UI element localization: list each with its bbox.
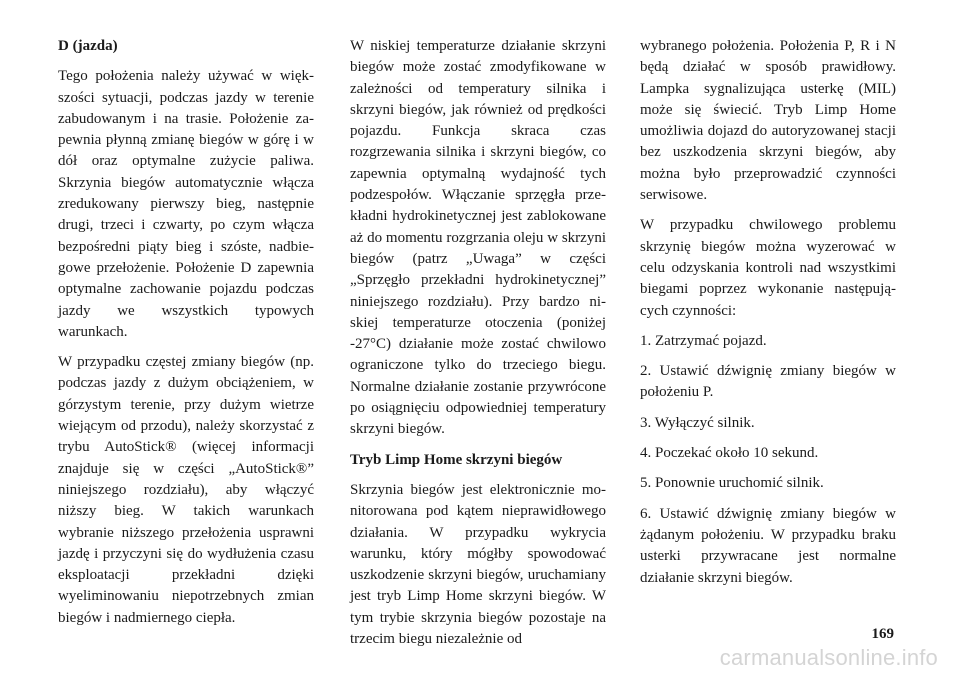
text-column-1 xyxy=(58,36,314,638)
list-item-step-5: 5. Ponownie uruchomić silnik. xyxy=(640,475,824,492)
paragraph-limp-home-continued: wybranego położenia. Położenia P, R i N będą działać w sposób prawidłowy. Lampka sygnalizująca usterkę (MIL) może się świecić. Tryb Limp Home umożliwia dojazd do autoryzowanej stacji bez uszkodzenia skrzyni biegów, aby można było przeprowadzić czynności serwisowe. xyxy=(640,38,896,204)
text-column-3 xyxy=(640,36,896,598)
list-item-step-6: 6. Ustawić dźwignię zmiany biegów w żądanym położeniu. W przypadku braku usterki przywracane jest normalne działanie skrzyni biegów. xyxy=(640,505,896,586)
paragraph-autostick: W przypadku częstej zmiany biegów (np. podczas jazdy z dużym obciążeniem, w górzystym terenie, przy dużym wietrze wiejącym od przodu), należy skorzystać z trybu AutoStick® (więcej informacji znajduje się w części „AutoStick®” niniejszego rozdziału), aby włączyć niższy bieg. W takich warunkach wybranie niższego przełożenia usprawni jazdę i przyczyni się do wydłużenia czasu eksploatacji przekładni dzięki wyeliminowaniu niepotrzebnych zmian biegów i nadmiernego ciepła. xyxy=(58,354,314,626)
paragraph-low-temperature: W niskiej temperaturze działanie skrzyni biegów może zostać zmodyfikowane w zależności od temperatury silnika i skrzyni biegów, jak również od prędkości pojazdu. Funkcja skraca czas rozgrzewania silnika i skrzyni biegów, co zapewnia optymalną wydajność tych podzespołów. Włączanie sprzęgła przekładni hydrokinetycznej jest zablokowane aż do momentu rozgrzania oleju w skrzyni biegów (patrz „Uwaga” w części „Sprzęgło przekładni hydrokinetycznej” niniejszego rozdziału). Przy bardzo niskiej temperaturze otoczenia (poniżej -27°C) działanie może zostać chwilowo ograniczone tylko do trzeciego biegu. Normalne działanie zostanie przywrócone po osiągnięciu odpowiedniej temperatury skrzyni biegów. xyxy=(350,38,606,438)
paragraph-drive-usage: Tego położenia należy używać w większości sytuacji, podczas jazdy w terenie zabudowanym i na trasie. Położenie zapewnia płynną zmianę biegów w górę i w dół oraz optymalne zużycie paliwa. Skrzynia biegów automatycznie włącza zredukowany pierwszy bieg, następnie drugi, trzeci i czwarty, po czym włącza bezpośredni piąty bieg i szóste, nadbiegowe przełożenie. Położenie D zapewnia optymalne zachowanie pojazdu podczas jazdy we wszystkich typowych warunkach. xyxy=(58,68,314,340)
text-column-2 xyxy=(350,36,606,659)
list-item-step-3: 3. Wyłączyć silnik. xyxy=(640,414,755,431)
list-item-step-2: 2. Ustawić dźwignię zmiany biegów w położeniu P. xyxy=(640,363,896,401)
section-heading-drive: D (jazda) xyxy=(58,38,118,54)
watermark: carmanualsonline.info xyxy=(719,645,938,670)
section-heading-limp-home: Tryb Limp Home skrzyni biegów xyxy=(350,451,563,468)
paragraph-reset-intro: W przypadku chwilowego problemu skrzynię biegów można wyzerować w celu odzyskania kontroli nad wszystkimi biegami poprzez wykonanie następujących czynności: xyxy=(640,217,896,319)
list-item-step-1: 1. Zatrzymać pojazd. xyxy=(640,332,767,349)
paragraph-limp-home: Skrzynia biegów jest elektronicznie monitorowana pod kątem nieprawidłowego działania. W przypadku wykrycia warunku, który mógłby spowodować uszkodzenie skrzyni biegów, uruchamiany jest tryb Limp Home skrzyni biegów. W tym trybie skrzynia biegów pozostaje na trzecim biegu niezależnie od xyxy=(350,481,606,648)
page-number: 169 xyxy=(871,626,894,642)
list-item-step-4: 4. Poczekać około 10 sekund. xyxy=(640,445,819,462)
